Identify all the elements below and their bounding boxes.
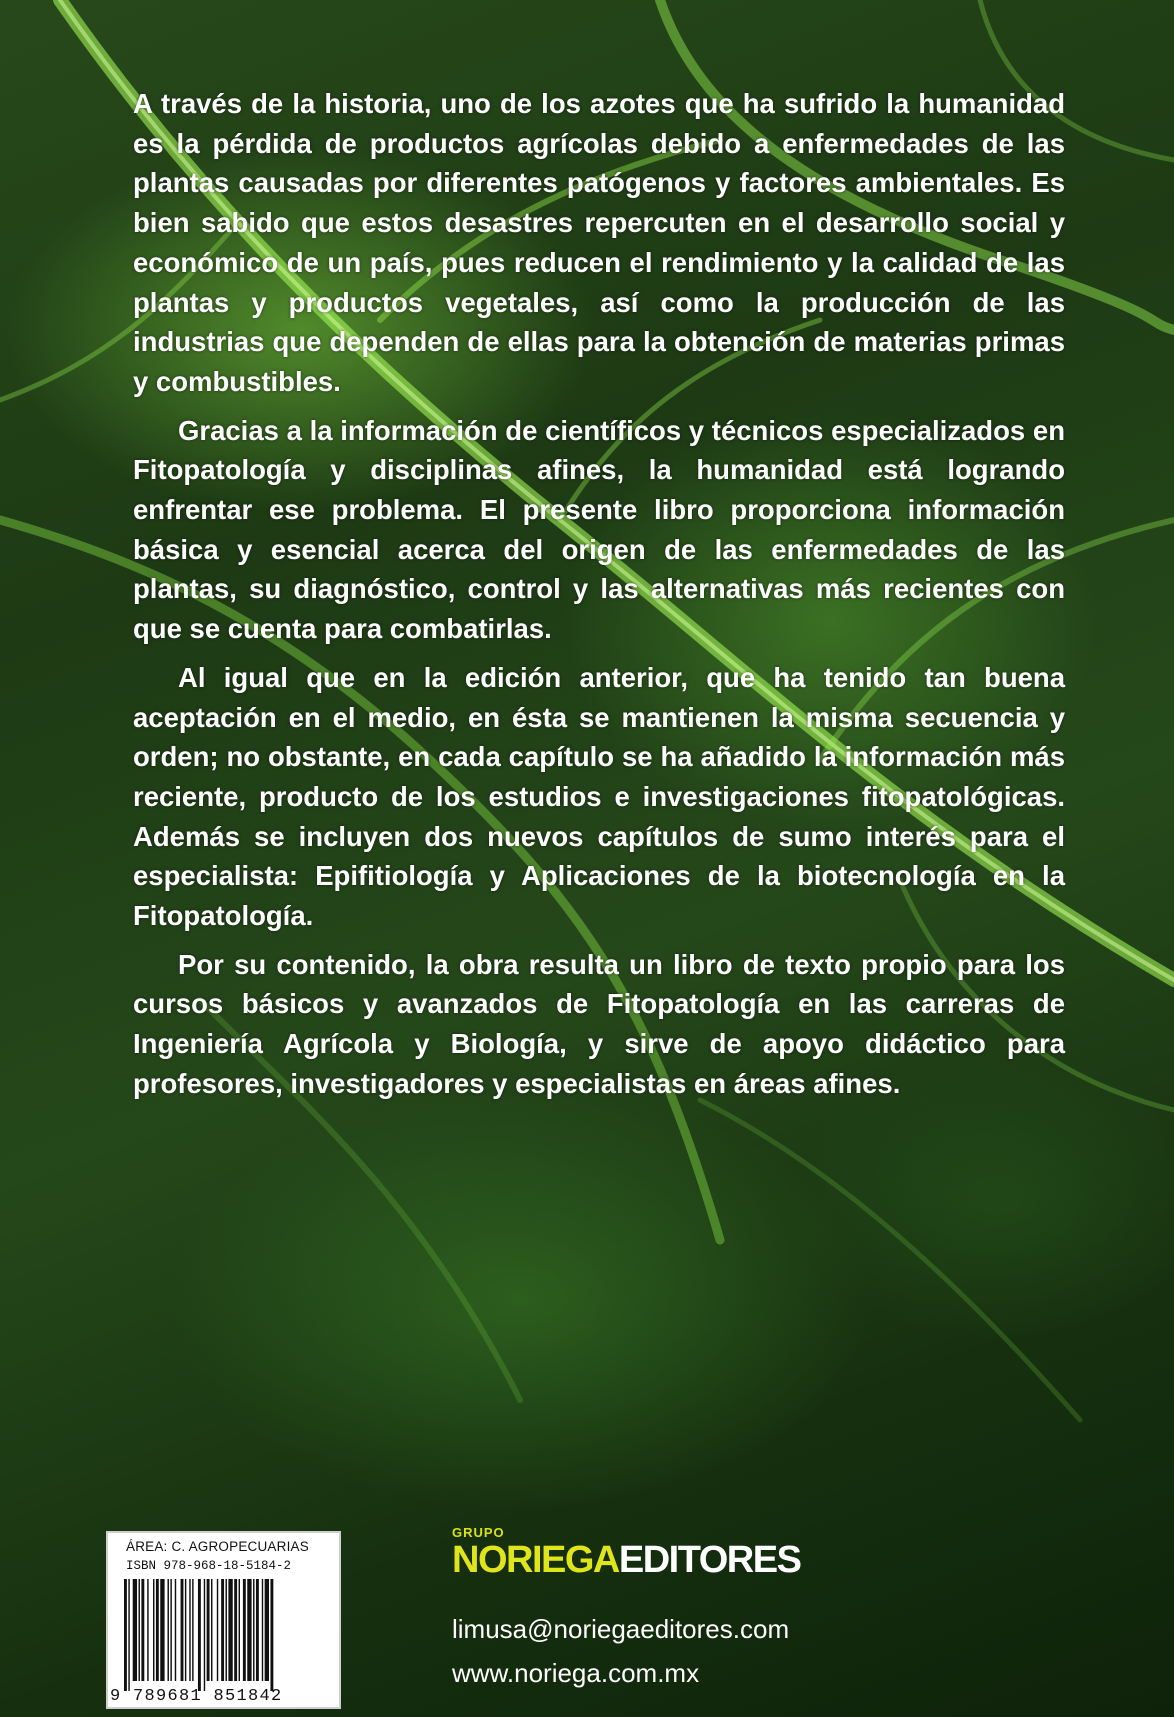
back-cover-description: [133, 84, 1065, 1113]
publisher-email[interactable]: limusa@noriegaeditores.com: [452, 1614, 790, 1644]
publisher-website[interactable]: www.noriega.com.mx: [452, 1658, 700, 1688]
description-paragraph: Por su contenido, la obra resulta un libro de texto propio para los cursos básicos y avanzados de Fitopatología en las carreras de Ingeniería Agrícola y Biología, y sirve de apoyo didáctico para profesores, investigadores y especialistas en áreas afines.: [133, 948, 1065, 1099]
barcode-icon: [124, 1579, 329, 1691]
ean-digits: 9 789681 851842: [110, 1687, 283, 1706]
isbn-number: ISBN 978-968-18-5184-2: [126, 1559, 292, 1573]
publisher-name-part1: NORIEGA: [452, 1539, 619, 1581]
description-paragraph: Al igual que en la edición anterior, que ha tenido tan buena aceptación en el medio, en ésta se mantienen la misma secuencia y orden; no obstante, en cada capítulo se ha añadido la información más reciente, producto de los estudios e investigaciones fitopatológicas. Además se incluyen dos nuevos capítulos de sumo interés para el especialista: Epifitiología y Aplicaciones de la biotecnología en la Fitopatología.: [133, 661, 1065, 932]
publisher-name-part2: EDITORES: [618, 1539, 801, 1581]
publisher-logo: [452, 1526, 800, 1580]
isbn-barcode-label: [106, 1531, 341, 1709]
description-paragraph: A través de la historia, uno de los azotes que ha sufrido la humanidad es la pérdida de productos agrícolas debido a enfermedades de las plantas causadas por diferentes patógenos y factores ambientales. Es bien sabido que estos desastres repercuten en el desarrollo social y económico de un país, pues reducen el rendimiento y la calidad de las plantas y productos vegetales, así como la producción de las industrias que dependen de ellas para la obtención de materias primas y combustibles.: [133, 88, 1065, 397]
publisher-group-label: GRUPO: [452, 1525, 505, 1540]
subject-area: ÁREA: C. AGROPECUARIAS: [126, 1539, 309, 1554]
description-paragraph: Gracias a la información de científicos y técnicos especializados en Fitopatología y disciplinas afines, la humanidad está logrando enfrentar ese problema. El presente libro proporciona información básica y esencial acerca del origen de las enfermedades de las plantas, su diagnóstico, control y las alternativas más recientes con que se cuenta para combatirlas.: [133, 414, 1065, 645]
publisher-name: [452, 1540, 800, 1580]
